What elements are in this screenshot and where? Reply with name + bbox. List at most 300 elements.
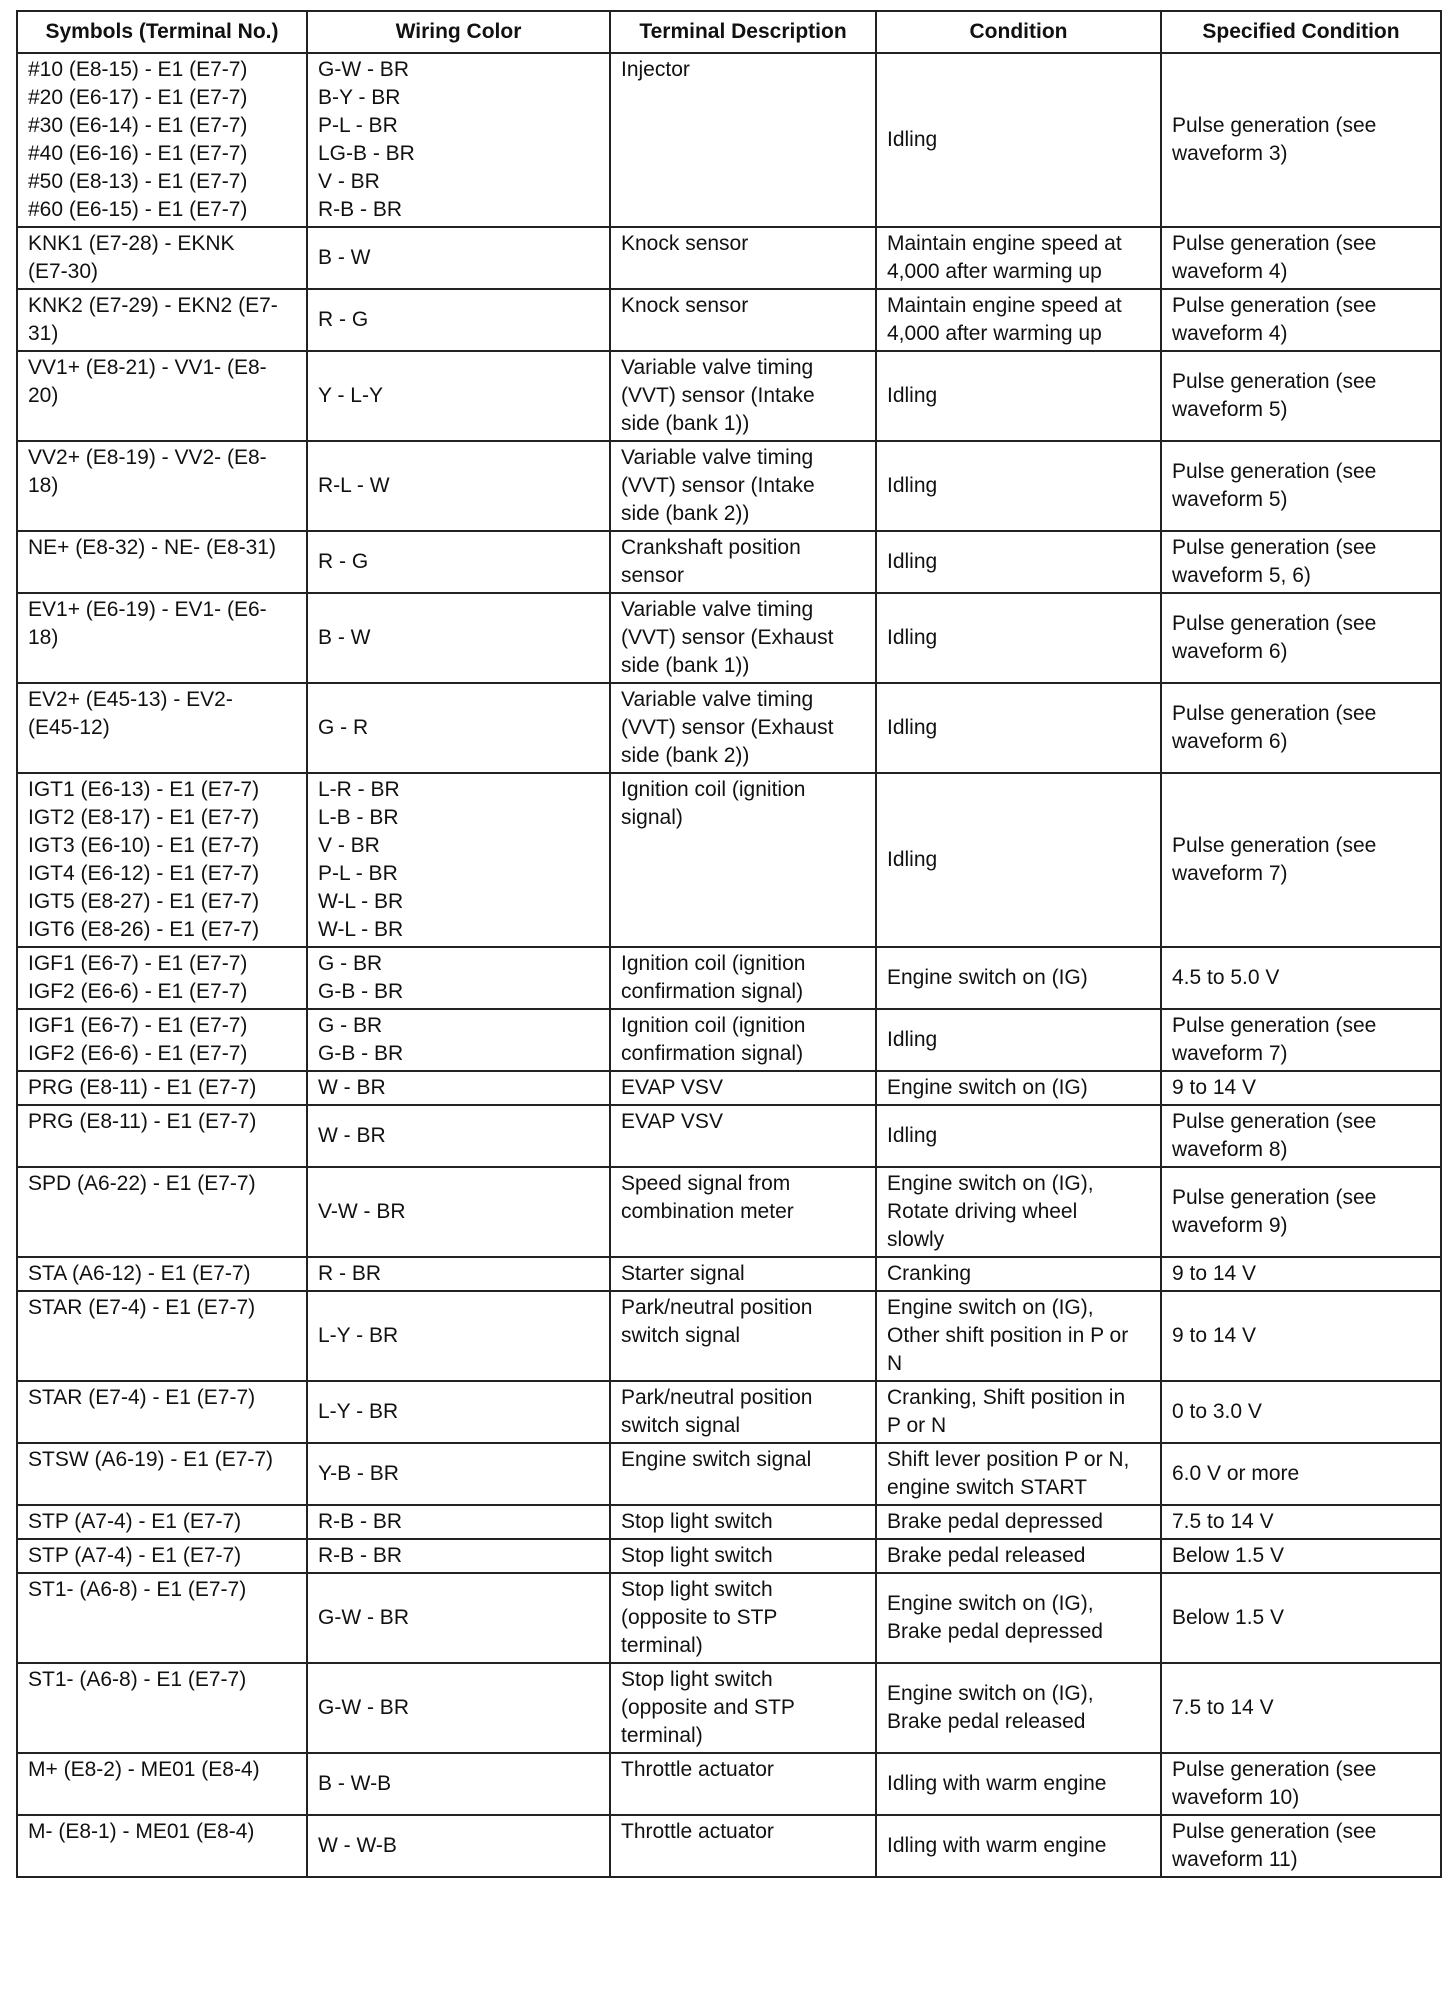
cell-specified-condition (1161, 1539, 1441, 1573)
cell-line: confirmation signal) (621, 1042, 804, 1065)
cell-line: IGF1 (E6-7) - E1 (E7-7) (28, 1014, 248, 1037)
cell-specified-condition (1161, 441, 1441, 531)
cell-specified-condition (1161, 1505, 1441, 1539)
cell-line: SPD (A6-22) - E1 (E7-7) (28, 1172, 256, 1195)
cell-terminal-description (610, 683, 876, 773)
cell-line: Engine switch signal (621, 1448, 812, 1471)
table-row (17, 1071, 1441, 1105)
cell-line: sensor (621, 564, 685, 587)
cell-line: G-W - BR (318, 1606, 409, 1629)
cell-terminal-description (610, 593, 876, 683)
cell-terminal-description (610, 1167, 876, 1257)
cell-line: P-L - BR (318, 114, 398, 137)
cell-line: side (bank 2)) (621, 744, 750, 767)
cell-terminal-description (610, 1071, 876, 1105)
cell-line: STP (A7-4) - E1 (E7-7) (28, 1544, 242, 1567)
cell-line: Cranking (887, 1262, 972, 1285)
cell-line: L-R - BR (318, 778, 400, 801)
cell-line: Ignition coil (ignition (621, 778, 806, 801)
cell-line: IGT5 (E8-27) - E1 (E7-7) (28, 890, 260, 913)
cell-line: Ignition coil (ignition (621, 1014, 806, 1037)
cell-wiring-color (307, 1291, 610, 1381)
cell-symbols (17, 1105, 307, 1167)
cell-line: Brake pedal released (887, 1710, 1086, 1733)
cell-line: STSW (A6-19) - E1 (E7-7) (28, 1448, 274, 1471)
cell-line: G - R (318, 716, 369, 739)
cell-line: 18) (28, 626, 59, 649)
cell-line: IGT4 (E6-12) - E1 (E7-7) (28, 862, 260, 885)
cell-symbols (17, 683, 307, 773)
cell-line: Pulse generation (see (1172, 370, 1377, 393)
cell-specified-condition (1161, 593, 1441, 683)
cell-line: 0 to 3.0 V (1172, 1400, 1262, 1423)
cell-line: 4.5 to 5.0 V (1172, 966, 1280, 989)
cell-line: Pulse generation (see (1172, 1820, 1377, 1843)
cell-line: KNK1 (E7-28) - EKNK (28, 232, 235, 255)
cell-symbols (17, 1291, 307, 1381)
cell-symbols (17, 1753, 307, 1815)
table-row (17, 773, 1441, 947)
cell-wiring-color (307, 1257, 610, 1291)
cell-specified-condition (1161, 531, 1441, 593)
cell-symbols (17, 1167, 307, 1257)
cell-wiring-color (307, 1105, 610, 1167)
cell-line: W - BR (318, 1076, 386, 1099)
cell-terminal-description (610, 1105, 876, 1167)
cell-terminal-description (610, 531, 876, 593)
cell-line: waveform 5) (1172, 488, 1288, 511)
cell-line: Injector (621, 58, 690, 81)
cell-condition (876, 441, 1161, 531)
cell-line: #50 (E8-13) - E1 (E7-7) (28, 170, 248, 193)
cell-line: waveform 6) (1172, 640, 1288, 663)
cell-line: Idling (887, 716, 938, 739)
cell-line: 9 to 14 V (1172, 1262, 1257, 1285)
cell-line: Engine switch on (IG), (887, 1172, 1094, 1195)
cell-line: (VVT) sensor (Exhaust (621, 716, 834, 739)
table-row (17, 289, 1441, 351)
cell-specified-condition (1161, 1291, 1441, 1381)
cell-line: Idling (887, 474, 938, 497)
cell-wiring-color (307, 683, 610, 773)
cell-line: Stop light switch (621, 1578, 773, 1601)
cell-line: IGT6 (E8-26) - E1 (E7-7) (28, 918, 260, 941)
cell-symbols (17, 947, 307, 1009)
cell-specified-condition (1161, 1167, 1441, 1257)
cell-line: R - G (318, 308, 369, 331)
cell-line: Idling (887, 1028, 938, 1051)
cell-terminal-description (610, 441, 876, 531)
cell-line: waveform 7) (1172, 1042, 1288, 1065)
cell-wiring-color (307, 441, 610, 531)
cell-specified-condition (1161, 1815, 1441, 1877)
table-row (17, 531, 1441, 593)
cell-line: (E7-30) (28, 260, 99, 283)
cell-wiring-color (307, 289, 610, 351)
cell-line: N (887, 1352, 903, 1375)
table-row (17, 441, 1441, 531)
cell-line: G-W - BR (318, 58, 409, 81)
cell-line: V - BR (318, 170, 380, 193)
cell-condition (876, 227, 1161, 289)
cell-line: (VVT) sensor (Intake (621, 474, 815, 497)
cell-line: waveform 6) (1172, 730, 1288, 753)
cell-line: G-B - BR (318, 980, 404, 1003)
cell-line: (opposite to STP (621, 1606, 778, 1629)
cell-specified-condition (1161, 773, 1441, 947)
table-row (17, 1753, 1441, 1815)
cell-line: Crankshaft position (621, 536, 801, 559)
cell-line: 4,000 after warming up (887, 322, 1102, 345)
cell-line: Throttle actuator (621, 1820, 774, 1843)
cell-line: #60 (E6-15) - E1 (E7-7) (28, 198, 248, 221)
cell-line: 7.5 to 14 V (1172, 1510, 1274, 1533)
cell-specified-condition (1161, 683, 1441, 773)
cell-line: Pulse generation (see (1172, 536, 1377, 559)
cell-line: side (bank 1)) (621, 412, 750, 435)
cell-symbols (17, 289, 307, 351)
cell-line: Ignition coil (ignition (621, 952, 806, 975)
cell-line: Stop light switch (621, 1544, 773, 1567)
cell-symbols (17, 773, 307, 947)
cell-line: Idling (887, 848, 938, 871)
cell-line: Pulse generation (see (1172, 460, 1377, 483)
cell-line: Pulse generation (see (1172, 294, 1377, 317)
cell-line: Pulse generation (see (1172, 232, 1377, 255)
cell-line: Engine switch on (IG), (887, 1592, 1094, 1615)
cell-line: B-Y - BR (318, 86, 401, 109)
cell-wiring-color (307, 947, 610, 1009)
cell-symbols (17, 1257, 307, 1291)
cell-line: Maintain engine speed at (887, 294, 1122, 317)
cell-condition (876, 1753, 1161, 1815)
header-specified-condition: Specified Condition (1161, 11, 1441, 53)
cell-line: Engine switch on (IG), (887, 1296, 1094, 1319)
table-row (17, 1505, 1441, 1539)
cell-line: IGT2 (E8-17) - E1 (E7-7) (28, 806, 260, 829)
table-row (17, 1257, 1441, 1291)
cell-wiring-color (307, 53, 610, 227)
cell-wiring-color (307, 1009, 610, 1071)
cell-line: Pulse generation (see (1172, 612, 1377, 635)
cell-line: Below 1.5 V (1172, 1606, 1285, 1629)
cell-line: Y-B - BR (318, 1462, 399, 1485)
cell-line: side (bank 2)) (621, 502, 750, 525)
cell-terminal-description (610, 1663, 876, 1753)
cell-line: Brake pedal released (887, 1544, 1086, 1567)
cell-line: Pulse generation (see (1172, 1758, 1377, 1781)
cell-line: 9 to 14 V (1172, 1076, 1257, 1099)
cell-wiring-color (307, 227, 610, 289)
cell-line: R-L - W (318, 474, 390, 497)
cell-line: IGF2 (E6-6) - E1 (E7-7) (28, 1042, 248, 1065)
cell-symbols (17, 1539, 307, 1573)
cell-line: Idling (887, 128, 938, 151)
cell-line: Knock sensor (621, 232, 749, 255)
cell-line: 31) (28, 322, 59, 345)
cell-line: waveform 4) (1172, 322, 1288, 345)
cell-symbols (17, 441, 307, 531)
table-row (17, 683, 1441, 773)
cell-line: Stop light switch (621, 1510, 773, 1533)
cell-line: #40 (E6-16) - E1 (E7-7) (28, 142, 248, 165)
cell-line: L-Y - BR (318, 1400, 399, 1423)
cell-line: 9 to 14 V (1172, 1324, 1257, 1347)
cell-line: Pulse generation (see (1172, 834, 1377, 857)
cell-line: R-B - BR (318, 1544, 402, 1567)
cell-specified-condition (1161, 1573, 1441, 1663)
table-row (17, 1815, 1441, 1877)
cell-symbols (17, 1505, 307, 1539)
cell-symbols (17, 351, 307, 441)
cell-symbols (17, 227, 307, 289)
cell-line: EV2+ (E45-13) - EV2- (28, 688, 233, 711)
cell-line: (VVT) sensor (Intake (621, 384, 815, 407)
table-row (17, 1009, 1441, 1071)
header-symbols: Symbols (Terminal No.) (17, 11, 307, 53)
cell-symbols (17, 1443, 307, 1505)
cell-symbols (17, 53, 307, 227)
cell-condition (876, 1105, 1161, 1167)
cell-line: VV2+ (E8-19) - VV2- (E8- (28, 446, 267, 469)
cell-condition (876, 947, 1161, 1009)
cell-symbols (17, 593, 307, 683)
cell-line: W - W-B (318, 1834, 397, 1857)
cell-line: Idling with warm engine (887, 1772, 1107, 1795)
cell-wiring-color (307, 1505, 610, 1539)
cell-line: switch signal (621, 1324, 741, 1347)
cell-terminal-description (610, 1381, 876, 1443)
cell-terminal-description (610, 1257, 876, 1291)
cell-line: R - G (318, 550, 369, 573)
cell-terminal-description (610, 1815, 876, 1877)
cell-wiring-color (307, 1071, 610, 1105)
cell-line: Variable valve timing (621, 446, 814, 469)
cell-condition (876, 683, 1161, 773)
cell-terminal-description (610, 1539, 876, 1573)
cell-line: 7.5 to 14 V (1172, 1696, 1274, 1719)
cell-symbols (17, 1573, 307, 1663)
cell-line: Idling (887, 1124, 938, 1147)
cell-condition (876, 1663, 1161, 1753)
cell-line: VV1+ (E8-21) - VV1- (E8- (28, 356, 267, 379)
cell-terminal-description (610, 227, 876, 289)
cell-condition (876, 773, 1161, 947)
cell-line: W - BR (318, 1124, 386, 1147)
cell-line: P or N (887, 1414, 947, 1437)
cell-line: V-W - BR (318, 1200, 406, 1223)
cell-terminal-description (610, 1009, 876, 1071)
table-row (17, 593, 1441, 683)
cell-line: Pulse generation (see (1172, 1014, 1377, 1037)
cell-condition (876, 1009, 1161, 1071)
cell-line: Brake pedal depressed (887, 1510, 1103, 1533)
cell-line: V - BR (318, 834, 380, 857)
cell-line: combination meter (621, 1200, 794, 1223)
cell-line: terminal) (621, 1724, 703, 1747)
cell-line: EVAP VSV (621, 1076, 723, 1099)
header-wiring-color: Wiring Color (307, 11, 610, 53)
cell-condition (876, 1167, 1161, 1257)
cell-line: #30 (E6-14) - E1 (E7-7) (28, 114, 248, 137)
cell-specified-condition (1161, 289, 1441, 351)
cell-line: Park/neutral position (621, 1296, 813, 1319)
cell-line: Starter signal (621, 1262, 745, 1285)
cell-line: G - BR (318, 1014, 383, 1037)
cell-line: Stop light switch (621, 1668, 773, 1691)
cell-condition (876, 1539, 1161, 1573)
cell-wiring-color (307, 1753, 610, 1815)
cell-line: IGT3 (E6-10) - E1 (E7-7) (28, 834, 260, 857)
cell-specified-condition (1161, 227, 1441, 289)
table-row (17, 1105, 1441, 1167)
cell-line: Shift lever position P or N, (887, 1448, 1130, 1471)
cell-line: waveform 9) (1172, 1214, 1288, 1237)
cell-line: side (bank 1)) (621, 654, 750, 677)
table-row (17, 1539, 1441, 1573)
table-row (17, 1381, 1441, 1443)
cell-specified-condition (1161, 1753, 1441, 1815)
cell-condition (876, 531, 1161, 593)
cell-condition (876, 1443, 1161, 1505)
cell-specified-condition (1161, 53, 1441, 227)
cell-terminal-description (610, 947, 876, 1009)
cell-line: waveform 7) (1172, 862, 1288, 885)
cell-line: L-Y - BR (318, 1324, 399, 1347)
cell-condition (876, 1257, 1161, 1291)
cell-specified-condition (1161, 947, 1441, 1009)
cell-specified-condition (1161, 1257, 1441, 1291)
cell-line: Park/neutral position (621, 1386, 813, 1409)
cell-terminal-description (610, 53, 876, 227)
cell-line: Pulse generation (see (1172, 1186, 1377, 1209)
cell-condition (876, 351, 1161, 441)
cell-line: (VVT) sensor (Exhaust (621, 626, 834, 649)
cell-wiring-color (307, 1443, 610, 1505)
cell-condition (876, 1071, 1161, 1105)
cell-specified-condition (1161, 1105, 1441, 1167)
cell-line: #20 (E6-17) - E1 (E7-7) (28, 86, 248, 109)
table-row (17, 1443, 1441, 1505)
cell-line: Pulse generation (see (1172, 1110, 1377, 1133)
cell-line: Y - L-Y (318, 384, 383, 407)
cell-line: W-L - BR (318, 890, 404, 913)
cell-condition (876, 289, 1161, 351)
cell-symbols (17, 531, 307, 593)
cell-specified-condition (1161, 1071, 1441, 1105)
cell-line: Idling (887, 384, 938, 407)
cell-line: 6.0 V or more (1172, 1462, 1300, 1485)
table-body (17, 53, 1441, 1877)
cell-line: R-B - BR (318, 198, 402, 221)
cell-line: 4,000 after warming up (887, 260, 1102, 283)
cell-line: EVAP VSV (621, 1110, 723, 1133)
cell-symbols (17, 1009, 307, 1071)
cell-specified-condition (1161, 351, 1441, 441)
cell-wiring-color (307, 1167, 610, 1257)
cell-line: NE+ (E8-32) - NE- (E8-31) (28, 536, 276, 559)
cell-terminal-description (610, 351, 876, 441)
cell-line: STAR (E7-4) - E1 (E7-7) (28, 1386, 256, 1409)
cell-wiring-color (307, 773, 610, 947)
cell-line: Engine switch on (IG), (887, 1682, 1094, 1705)
cell-line: IGF1 (E6-7) - E1 (E7-7) (28, 952, 248, 975)
cell-terminal-description (610, 1753, 876, 1815)
cell-condition (876, 593, 1161, 683)
table-row (17, 53, 1441, 227)
cell-condition (876, 1505, 1161, 1539)
cell-line: L-B - BR (318, 806, 399, 829)
cell-line: M+ (E8-2) - ME01 (E8-4) (28, 1758, 260, 1781)
cell-condition (876, 53, 1161, 227)
cell-line: LG-B - BR (318, 142, 415, 165)
cell-line: waveform 11) (1172, 1848, 1298, 1871)
cell-condition (876, 1815, 1161, 1877)
cell-line: waveform 10) (1172, 1786, 1300, 1809)
cell-line: 20) (28, 384, 59, 407)
cell-line: IGF2 (E6-6) - E1 (E7-7) (28, 980, 248, 1003)
cell-line: G - BR (318, 952, 383, 975)
cell-line: Engine switch on (IG) (887, 1076, 1088, 1099)
table-row (17, 1167, 1441, 1257)
cell-line: W-L - BR (318, 918, 404, 941)
cell-condition (876, 1381, 1161, 1443)
cell-line: Speed signal from (621, 1172, 791, 1195)
cell-line: Pulse generation (see (1172, 114, 1377, 137)
cell-wiring-color (307, 1815, 610, 1877)
cell-specified-condition (1161, 1443, 1441, 1505)
cell-line: Idling with warm engine (887, 1834, 1107, 1857)
cell-symbols (17, 1381, 307, 1443)
cell-line: STAR (E7-4) - E1 (E7-7) (28, 1296, 256, 1319)
terminal-table-sheet (16, 10, 1440, 1878)
cell-line: (opposite and STP (621, 1696, 795, 1719)
cell-line: #10 (E8-15) - E1 (E7-7) (28, 58, 248, 81)
header-terminal-description: Terminal Description (610, 11, 876, 53)
table-row (17, 227, 1441, 289)
cell-line: terminal) (621, 1634, 703, 1657)
cell-line: IGT1 (E6-13) - E1 (E7-7) (28, 778, 260, 801)
cell-line: Variable valve timing (621, 688, 814, 711)
cell-line: B - W (318, 246, 371, 269)
table-row (17, 947, 1441, 1009)
cell-wiring-color (307, 1573, 610, 1663)
cell-condition (876, 1573, 1161, 1663)
cell-line: R-B - BR (318, 1510, 402, 1533)
cell-line: EV1+ (E6-19) - EV1- (E6- (28, 598, 267, 621)
cell-line: Idling (887, 550, 938, 573)
cell-line: engine switch START (887, 1476, 1087, 1499)
cell-line: waveform 8) (1172, 1138, 1288, 1161)
cell-terminal-description (610, 1291, 876, 1381)
cell-line: R - BR (318, 1262, 381, 1285)
cell-line: Pulse generation (see (1172, 702, 1377, 725)
cell-line: slowly (887, 1228, 945, 1251)
cell-wiring-color (307, 1381, 610, 1443)
cell-line: Idling (887, 626, 938, 649)
cell-line: Below 1.5 V (1172, 1544, 1285, 1567)
cell-line: B - W (318, 626, 371, 649)
cell-line: 18) (28, 474, 59, 497)
cell-line: Cranking, Shift position in (887, 1386, 1126, 1409)
cell-wiring-color (307, 531, 610, 593)
cell-line: STA (A6-12) - E1 (E7-7) (28, 1262, 251, 1285)
cell-line: ST1- (A6-8) - E1 (E7-7) (28, 1668, 247, 1691)
cell-symbols (17, 1663, 307, 1753)
cell-specified-condition (1161, 1381, 1441, 1443)
terminal-table (16, 10, 1442, 1878)
cell-specified-condition (1161, 1663, 1441, 1753)
